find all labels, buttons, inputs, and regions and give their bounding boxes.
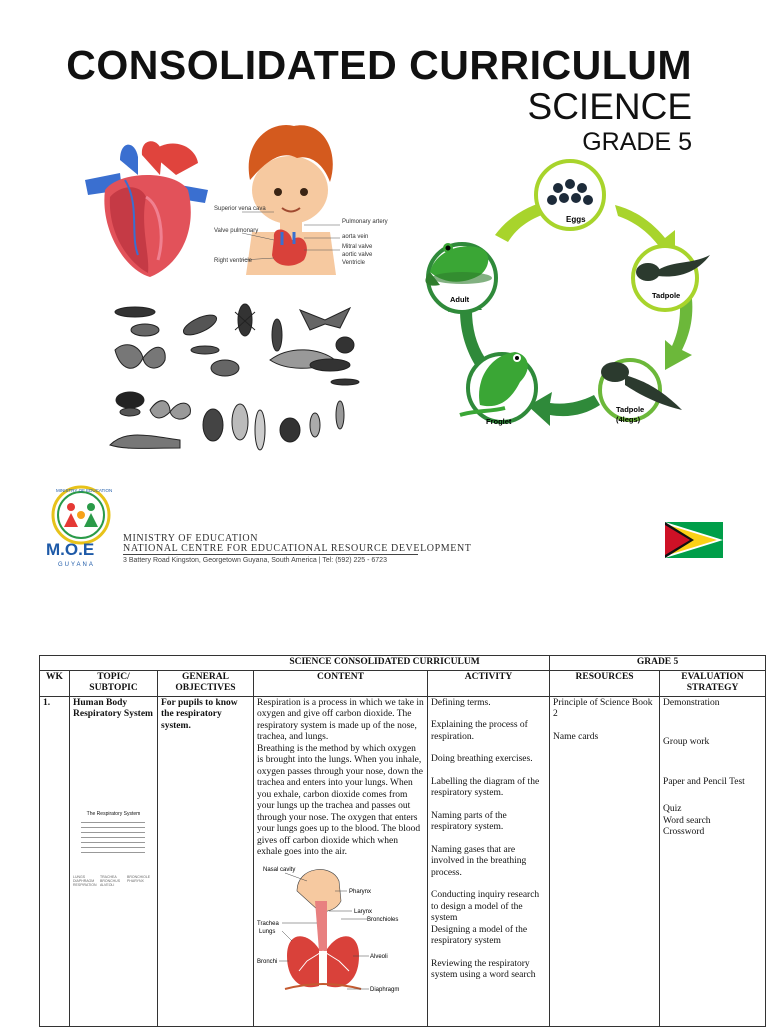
row-content: Respiration is a process in which we take in oxygen and give off carbon dioxide. The respiratory system is made up of the nose, trachea, and lungs. Breathing is the method by which oxygen is brought into the lungs. When you inhale, oxygen passes through your nose, down the trachea and enters into your lungs. When you exhale, carbon dioxide comes from your lungs up the trachea and passes out through your nose. The oxygen that enters your lungs goes up to the blood. The blood gives off carbon dioxide which when exhale goes into the air. Nasal cavity Pharynx Larynx Bronchioles Trachea Lungs Bronchi Alveoli Diaphragm <box>254 696 428 1026</box>
heart-label-7: Ventricle <box>342 260 366 266</box>
heart-illustration <box>80 135 210 280</box>
wordsearch-words: LUNGS TRACHEA BRONCHIOLE DIAPHRAGM BRONCHUS PHARYNX RESPIRATION ALVEOLI <box>73 874 151 887</box>
diagram-label-lungs: Lungs <box>259 928 276 935</box>
cover-title: CONSOLIDATED CURRICULUM <box>66 42 692 88</box>
boy-heart-illustration <box>212 120 388 275</box>
ministry-name: MINISTRY OF EDUCATION <box>123 533 259 544</box>
header-topic: TOPIC/ SUBTOPIC <box>70 670 158 696</box>
diagram-label-pharynx: Pharynx <box>349 888 372 895</box>
row-topic: Human Body Respiratory System The Respiratory System LUNGS TRACHEA BRONCHIOLE DIAPHRAGM BRONCHUS PHARYNX RESPIRATION ALVEOLI <box>70 696 158 1026</box>
centre-name: NATIONAL CENTRE FOR EDUCATIONAL RESOURCE DEVELOPMENT <box>123 543 472 554</box>
stage-label-froglet: Froglet <box>486 417 512 426</box>
moe-logo-text: M.O.E <box>46 540 95 559</box>
row-wk: 1. <box>40 696 70 1026</box>
header-objectives: GENERAL OBJECTIVES <box>158 670 254 696</box>
row-resources: Principle of Science Book 2 Name cards <box>550 696 660 1026</box>
divider <box>123 554 418 555</box>
table-grade: GRADE 5 <box>550 656 766 671</box>
header-resources: RESOURCES <box>550 670 660 696</box>
heart-label-2: Right ventricle <box>214 258 253 264</box>
wordsearch-grid <box>73 820 153 870</box>
table-row <box>40 696 766 1026</box>
diagram-label-nasal: Nasal cavity <box>263 866 296 873</box>
header-activity: ACTIVITY <box>428 670 550 696</box>
moe-logo-sub: GUYANA <box>58 562 95 568</box>
address: 3 Battery Road Kingston, Georgetown Guyana, South America | Tel: (592) 225 - 6723 <box>123 557 387 564</box>
diagram-label-trachea: Trachea <box>257 920 279 927</box>
diagram-label-bronchioles: Bronchioles <box>367 916 399 923</box>
row-activity: Defining terms. Explaining the process of respiration. Doing breathing exercises. Labelling the diagram of the respiratory system. Naming parts of the respiratory system. Naming gases that are involved in the breathing process. Conducting inquiry research to design a model of the system Designing a model of the respiratory system Reviewing the respiratory system using a word search <box>428 696 550 1026</box>
respiratory-diagram <box>257 861 423 1001</box>
row-objective: For pupils to know the respiratory system. <box>158 696 254 1026</box>
stage-label-tadpole: Tadpole <box>652 291 681 300</box>
stage-label-eggs: Eggs <box>566 215 586 224</box>
diagram-label-bronchi: Bronchi <box>257 958 278 965</box>
cover-subject: SCIENCE <box>527 86 692 127</box>
wordsearch-worksheet: The Respiratory System LUNGS TRACHEA BRONCHIOLE DIAPHRAGM BRONCHUS PHARYNX RESPIRATION ALVEOLI <box>73 809 154 887</box>
heart-label-4: aorta vein <box>342 234 369 240</box>
header-evaluation: EVALUATION STRATEGY <box>660 670 766 696</box>
row-evaluation: Demonstration Group work Paper and Pencil Test Quiz Word search Crossword <box>660 696 766 1026</box>
diagram-label-alveoli: Alveoli <box>370 953 388 960</box>
insects-illustration <box>105 290 365 460</box>
stage-label-tadpole-legs: Tadpole <box>616 405 645 414</box>
header-content: CONTENT <box>254 670 428 696</box>
moe-logo <box>44 485 119 570</box>
stage-label-4legs: (4legs) <box>616 415 641 424</box>
heart-label-1: Valve pulmonary <box>214 228 259 234</box>
stage-label-adult: Adult <box>450 295 470 304</box>
frog-lifecycle-diagram <box>420 160 720 445</box>
heart-label-6: aortic valve <box>342 252 373 258</box>
heart-label-3: Pulmonary artery <box>342 219 388 225</box>
cover-grade: GRADE 5 <box>582 128 692 156</box>
heart-label-0: Superior vena cava <box>214 206 266 212</box>
diagram-label-diaphragm: Diaphragm <box>370 986 400 993</box>
table-title: SCIENCE CONSOLIDATED CURRICULUM <box>40 656 550 671</box>
moe-logo-ring: MINISTRY OF EDUCATION <box>56 488 113 493</box>
heart-label-5: Mitral valve <box>342 244 373 250</box>
curriculum-table <box>39 655 766 1027</box>
header-wk: WK <box>40 670 70 696</box>
diagram-label-larynx: Larynx <box>354 908 373 915</box>
guyana-flag-icon <box>665 522 723 558</box>
